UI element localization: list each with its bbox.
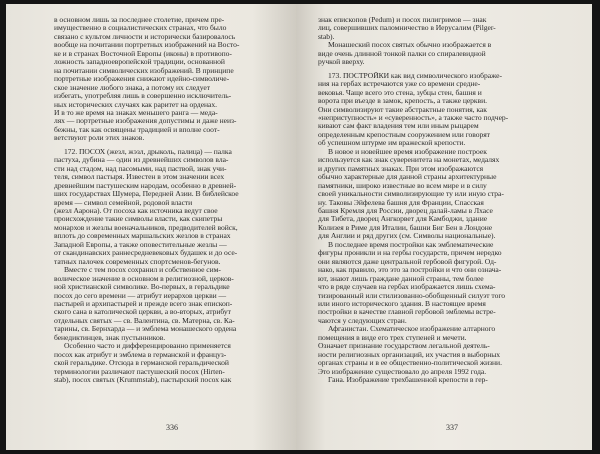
text-line: ручкой вверху. <box>318 58 365 67</box>
text-line: И в то же время на знаках меньшего ранга — меда- <box>54 108 218 117</box>
text-line: нако, как правило, это это за постройки и что они означа- <box>318 266 502 275</box>
text-line: Монашеский посох святых обычно изображается в <box>328 41 492 50</box>
text-line: и других памятных знаках. При этом изображаются <box>318 164 484 173</box>
text-line: избегать, употребляя лишь в совершенно исключитель- <box>54 92 232 101</box>
text-line: лях — портретные изображения допустимы и даже неиз- <box>54 117 237 126</box>
text-line: виде очень длинной тонкой палки со спиралевидной <box>318 49 486 58</box>
text-line: 173. ПОСТРОЙКИ как вид символического изображе- <box>328 71 502 80</box>
text-line: тарины, св. Бернхарда — и эмблема монашеского ордена <box>54 325 237 334</box>
text-line: Это изображение существовало до апреля 1992 года. <box>318 367 487 376</box>
text-line: от скандинавских раннесредневековых будашек и до осе- <box>54 249 238 258</box>
text-line: что в ряде случаев на гербах изображается лишь схема- <box>318 283 496 292</box>
text-line: ского сана в католической церкви, а во-вторых, атрибут <box>54 308 231 317</box>
text-line: Вместе с тем посох сохранил и собственное сим- <box>64 266 221 275</box>
text-line: татных палочек современных спортсменов-бегунов. <box>54 257 221 266</box>
text-line: ной христианской символике. Во-первых, в геральдике <box>54 283 230 292</box>
text-line: терминологии различают пастушеский посох (Hirten- <box>54 367 225 376</box>
text-line: кивают сам факт владения тем или иным рыцарем <box>318 122 479 131</box>
text-line: памятники, широко известные во всем мире и в силу <box>318 181 487 190</box>
text-line: башня Кремля для России, дворец далай-ламы в Лхасе <box>318 206 493 215</box>
text-line: пастырей и архипастырей и прежде всего знак епископ- <box>54 299 233 308</box>
right-page <box>296 4 592 450</box>
book-spread <box>6 4 592 450</box>
text-line: вообще на почитании портретных изображений на Восто- <box>54 41 240 50</box>
text-line: фигуры проникли и на гербы государств, причем нередко <box>318 249 502 258</box>
text-line: Колизея в Риме для Италии, башни Биг Бен в Лондоне <box>318 223 493 232</box>
text-line: посох как атрибут и эмблема в германской и француз- <box>54 350 227 359</box>
text-line: посох до сего времени — атрибут иерархов церкви — <box>54 291 227 300</box>
text-line: ворота при въезде в замок, крепость, а также церкви. <box>318 97 487 106</box>
text-line: бежны, так как освящены традицией и вполне соот- <box>54 125 220 134</box>
text-line: ности религиозных организаций, их участия в выборных <box>318 350 501 359</box>
text-line: ют, знают лишь граждане данной страны, тем более <box>318 274 484 283</box>
left-page-text <box>54 16 286 384</box>
text-line: отдельных святых — св. Валентина, св. Матерна, св. Ка- <box>54 316 235 325</box>
text-line: постройки в качестве главной гербовой эмблемы встре- <box>318 308 496 317</box>
text-line: портретные изображения снижают идейно-символиче- <box>54 75 230 84</box>
text-line: Афганистан. Схематическое изображение алтарного <box>328 325 496 334</box>
left-page-number: 336 <box>166 423 178 432</box>
text-line: древнейшим пастушеским народам, особенно в древней- <box>54 181 237 190</box>
text-line: stab). <box>318 32 335 41</box>
text-line: тизированный или стилизованно-обобщенный силуэт того <box>318 291 505 300</box>
text-line: Гана. Изображение трехбашенной крепости в гер- <box>328 376 488 385</box>
text-line: Они символизируют такие абстрактные понятия, как <box>318 105 487 114</box>
text-line: 172. ПОСОХ (жезл, жэзл, дрыколь, палица) — палка <box>64 147 232 156</box>
text-line: Особенно часто и дифференцированно применяется <box>64 342 231 351</box>
text-line: обычно характерные для данной страны архитектурные <box>318 173 497 182</box>
text-line: имущественно в социалистических странах, что было <box>54 24 227 33</box>
text-line: stab), посох святых (Krummstab), пастырский посох как <box>54 376 232 385</box>
text-line: об успешном штурме им вражеской крепости. <box>318 139 466 148</box>
text-line: В последнее время постройки как эмблематические <box>328 240 494 249</box>
text-line: на почитании символических изображений. В принципе <box>54 66 234 75</box>
text-line: помещения в виде его трех ступеней и мечети. <box>318 333 467 342</box>
text-line: используется как знак суверенитета на монетах, медалях <box>318 156 500 165</box>
text-line: связано с культом личности и исторически базировалось <box>54 32 236 41</box>
text-line: пастуха, дубина — один из древнейших символов вла- <box>54 156 229 165</box>
text-line: вековья. Чаще всего это стена, зубцы стен, башня и <box>318 88 482 97</box>
text-line: Означает признание государством легальной деятель- <box>318 342 490 351</box>
text-line: Западной Европы, а также оповестительные жезлы — <box>54 240 227 249</box>
text-line: лиц, совершивших паломничество в Иерусалим (Pilger- <box>318 24 496 33</box>
text-line: происхождение такие символы власти, как скипетры <box>54 215 223 224</box>
text-line: монархов и жезлы военачальников, предводителей войск, <box>54 223 238 232</box>
left-page <box>6 4 296 450</box>
text-line: органах страны и в ее общественно-политической жизни. <box>318 359 502 368</box>
text-line: ну. Таковы Эйфелева башня для Франции, Спасская <box>318 198 484 207</box>
text-line: волическое значение в основном в религиозной, церков- <box>54 274 234 283</box>
text-line: ложность западноевропейской традиции, основанной <box>54 58 225 67</box>
text-line: ветствуют роли этих знаков. <box>54 134 145 143</box>
right-page-text <box>318 16 572 384</box>
text-line: бенедиктинцев, знак пустынников. <box>54 333 166 342</box>
right-page-number: 337 <box>446 423 458 432</box>
text-line: сти над стадом, над пасомыми, над паствой, знак учи- <box>54 164 227 173</box>
text-line: ных исторических случаях как раритет на орденах. <box>54 100 217 109</box>
text-line: время — символ семейной, родовой власти <box>54 198 193 207</box>
text-line: ших государствах Шумера, Передней Азии. В библейское <box>54 190 239 199</box>
text-line: чаются у следующих стран. <box>318 316 407 325</box>
text-line: ния на гербах встречаются уже со времени средне- <box>318 80 481 89</box>
text-line: они являются даже центральной гербовой фигурой. Од- <box>318 257 497 266</box>
text-line: для Англии и ряд других (см. Символы национальные). <box>318 232 496 241</box>
text-line: определенным крепостным сооружением или говорят <box>318 130 490 139</box>
text-line: своей уникальности символизирующие ту или иную стра- <box>318 190 504 199</box>
text-line: (жезл Аарона). От посоха как источника ведут свое <box>54 206 218 215</box>
text-line: в основном лишь за последнее столетие, причем пре- <box>54 16 225 24</box>
text-line: знак епископов (Pedum) и посох пилигримов — знак <box>318 16 487 24</box>
text-line: ское значение любого знака, а потому их следует <box>54 83 210 92</box>
text-line: В новое и новейшее время изображение построек <box>328 147 487 156</box>
text-line: для Тибета, дворец Ангкорвет для Камбоджи, здание <box>318 215 488 224</box>
text-line: «неприступность» и «суверенность», а также часто подчер- <box>318 113 509 122</box>
text-line: теля, символ пастыря. Известен в этом значении всех <box>54 173 225 182</box>
text-line: ке и в странах Восточной Европы (иконы) в противопо- <box>54 49 232 58</box>
text-line: ской геральдике. Отсюда в германской геральдической <box>54 359 229 368</box>
text-line: вплоть до современных маршальских жезлов в странах <box>54 232 231 241</box>
text-line: или иного исторического здания. В настоящее время <box>318 299 486 308</box>
